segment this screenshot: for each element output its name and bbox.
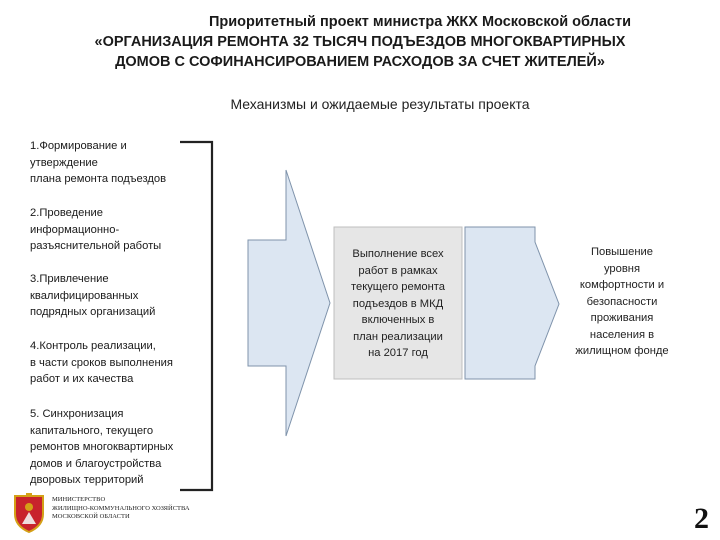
step-line: 5. Синхронизация bbox=[30, 408, 124, 420]
step-line: работ и их качества bbox=[30, 373, 134, 385]
box-line: план реализации bbox=[353, 330, 443, 343]
step-line: утверждение bbox=[30, 156, 98, 169]
result-line: Повышение bbox=[590, 246, 654, 258]
result-line: комфортности и bbox=[579, 279, 665, 291]
coat-of-arms-logo bbox=[12, 492, 46, 534]
title-line-2: «ОРГАНИЗАЦИЯ РЕМОНТА 32 ТЫСЯЧ ПОДЪЕЗДОВ МНОГОКВАРТИРНЫХ bbox=[94, 34, 626, 50]
step-5 bbox=[30, 406, 210, 489]
result-line: жилищном фонде bbox=[575, 345, 669, 357]
result-line: проживания bbox=[590, 312, 654, 324]
step-line: плана ремонта подъездов bbox=[30, 173, 167, 185]
step-line: 1.Формирование и bbox=[30, 140, 127, 152]
step-line: капитального, текущего bbox=[30, 424, 154, 437]
arrow-2 bbox=[465, 227, 559, 379]
ministry-line: МИНИСТЕРСТВО bbox=[52, 496, 106, 503]
result-line: безопасности bbox=[586, 295, 658, 308]
result-line: уровня bbox=[603, 262, 641, 275]
ministry-line: МОСКОВСКОЙ ОБЛАСТИ bbox=[52, 513, 130, 520]
step-line: квалифицированных bbox=[30, 289, 139, 302]
box-line: включенных в bbox=[361, 314, 435, 326]
step-4 bbox=[30, 338, 210, 388]
step-2 bbox=[30, 205, 210, 255]
box-line: подъездов в МКД bbox=[352, 297, 444, 310]
result-line: населения в bbox=[589, 328, 655, 341]
title-line-1: Приоритетный проект министра ЖКХ Московской области bbox=[208, 14, 631, 30]
slide-subtitle: Механизмы и ожидаемые результаты проекта bbox=[230, 96, 530, 112]
middle-box-text bbox=[334, 246, 462, 362]
ministry-line: ЖИЛИЩНО-КОММУНАЛЬНОГО ХОЗЯЙСТВА bbox=[52, 504, 190, 512]
box-line: текущего ремонта bbox=[350, 281, 446, 293]
title-line-3: ДОМОВ С СОФИНАНСИРОВАНИЕМ РАСХОДОВ ЗА СЧЕТ ЖИТЕЛЕЙ» bbox=[115, 54, 605, 70]
step-line: ремонтов многоквартирных bbox=[30, 441, 174, 453]
step-3 bbox=[30, 271, 210, 321]
box-line: работ в рамках bbox=[358, 264, 438, 277]
step-1 bbox=[30, 138, 210, 188]
step-line: в части сроков выполнения bbox=[30, 356, 173, 369]
box-line: на 2017 год bbox=[368, 347, 428, 359]
step-line: подрядных организаций bbox=[30, 306, 156, 318]
box-line: Выполнение всех bbox=[352, 248, 444, 260]
arrow-1 bbox=[248, 170, 330, 436]
page-number: 2 bbox=[694, 502, 709, 535]
step-line: 4.Контроль реализации, bbox=[30, 340, 156, 352]
step-line: дворовых территорий bbox=[30, 474, 144, 486]
step-line: домов и благоустройства bbox=[30, 457, 162, 470]
step-line: 3.Привлечение bbox=[30, 273, 109, 285]
result-text bbox=[562, 244, 682, 360]
step-line: 2.Проведение bbox=[30, 207, 104, 219]
step-line: информационно- bbox=[30, 223, 120, 236]
step-line: разъяснительной работы bbox=[30, 240, 162, 252]
ministry-caption bbox=[52, 496, 190, 522]
